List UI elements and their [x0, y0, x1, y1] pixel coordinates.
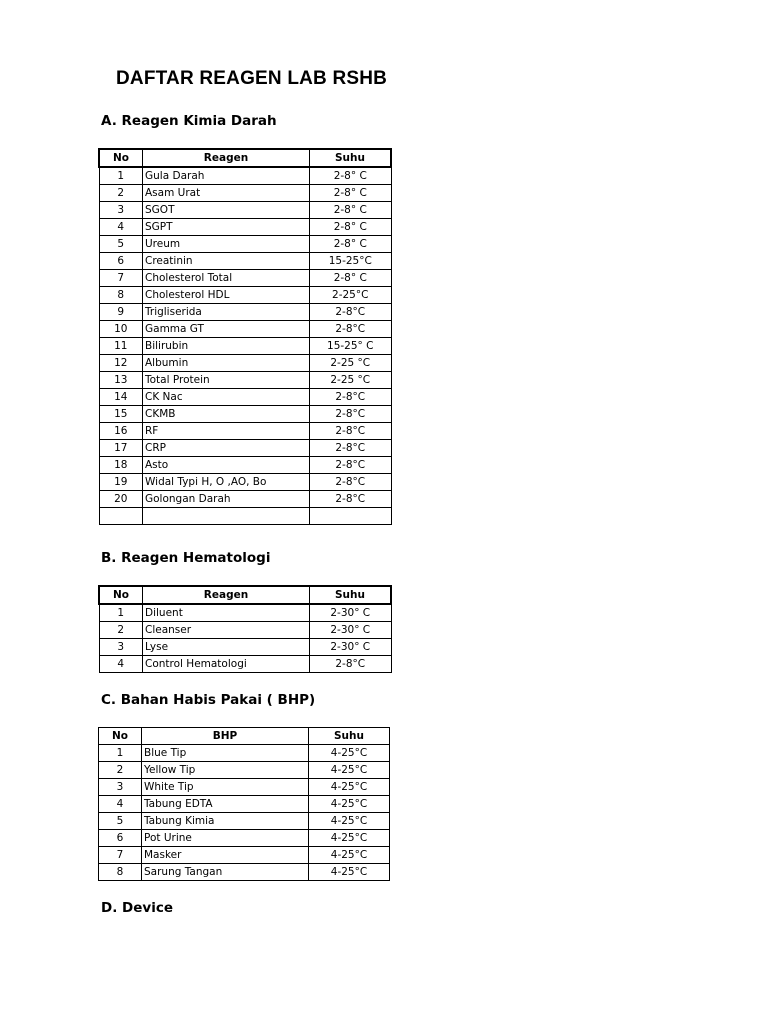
row-number: 3: [99, 639, 143, 656]
table-row: [99, 457, 391, 474]
row-number: 20: [99, 491, 143, 508]
table-reagen-kimia-darah: [98, 148, 392, 525]
storage-temperature: 15-25° C: [310, 338, 392, 355]
storage-temperature: 2-8°C: [310, 321, 392, 338]
table-row: [99, 745, 390, 762]
storage-temperature: 2-30° C: [310, 622, 392, 639]
item-name: Ureum: [143, 236, 310, 253]
table-row: [99, 440, 391, 457]
table-row: [99, 287, 391, 304]
table-reagen-hematologi: [98, 585, 392, 673]
item-name: White Tip: [142, 779, 309, 796]
section-a-title: A. Reagen Kimia Darah: [101, 113, 277, 129]
row-number: 2: [99, 185, 143, 202]
column-header: Suhu: [310, 586, 392, 604]
table-row: [99, 656, 391, 673]
document-title: DAFTAR REAGEN LAB RSHB: [116, 68, 388, 89]
storage-temperature: 2-8° C: [310, 270, 392, 287]
item-name: Lyse: [143, 639, 310, 656]
column-header: BHP: [142, 728, 309, 745]
item-name: SGOT: [143, 202, 310, 219]
item-name: CRP: [143, 440, 310, 457]
column-header: No: [99, 728, 142, 745]
storage-temperature: [310, 508, 392, 525]
storage-temperature: 2-8°C: [310, 406, 392, 423]
row-number: 14: [99, 389, 143, 406]
row-number: 1: [99, 604, 143, 622]
table-row: [99, 253, 391, 270]
item-name: Sarung Tangan: [142, 864, 309, 881]
storage-temperature: 2-25°C: [310, 287, 392, 304]
item-name: Cholesterol HDL: [143, 287, 310, 304]
table-row: [99, 864, 390, 881]
item-name: RF: [143, 423, 310, 440]
item-name: Gula Darah: [143, 167, 310, 185]
storage-temperature: 2-8° C: [310, 202, 392, 219]
table-row: [99, 321, 391, 338]
storage-temperature: 4-25°C: [309, 745, 390, 762]
table-row: [99, 406, 391, 423]
storage-temperature: 4-25°C: [309, 779, 390, 796]
table-row: [99, 474, 391, 491]
column-header: Reagen: [143, 149, 310, 167]
item-name: SGPT: [143, 219, 310, 236]
row-number: 4: [99, 656, 143, 673]
table-row: [99, 338, 391, 355]
table-row: [99, 202, 391, 219]
storage-temperature: 2-8° C: [310, 185, 392, 202]
table-row: [99, 304, 391, 321]
item-name: Yellow Tip: [142, 762, 309, 779]
table-row: [99, 813, 390, 830]
table-header-row: [99, 586, 391, 604]
column-header: Suhu: [310, 149, 392, 167]
table-row: [99, 796, 390, 813]
item-name: CK Nac: [143, 389, 310, 406]
storage-temperature: 2-8°C: [310, 474, 392, 491]
row-number: 17: [99, 440, 143, 457]
item-name: Tabung Kimia: [142, 813, 309, 830]
table-row: [99, 270, 391, 287]
storage-temperature: 2-8° C: [310, 219, 392, 236]
table-row: [99, 622, 391, 639]
item-name: Bilirubin: [143, 338, 310, 355]
item-name: Albumin: [143, 355, 310, 372]
table-row: [99, 779, 390, 796]
item-name: Gamma GT: [143, 321, 310, 338]
row-number: 9: [99, 304, 143, 321]
storage-temperature: 4-25°C: [309, 847, 390, 864]
item-name: Masker: [142, 847, 309, 864]
storage-temperature: 15-25°C: [310, 253, 392, 270]
table-row: [99, 491, 391, 508]
row-number: 6: [99, 830, 142, 847]
row-number: 2: [99, 762, 142, 779]
row-number: 19: [99, 474, 143, 491]
row-number: 7: [99, 270, 143, 287]
table-row: [99, 185, 391, 202]
row-number: 16: [99, 423, 143, 440]
storage-temperature: 2-8°C: [310, 423, 392, 440]
row-number: 3: [99, 202, 143, 219]
row-number: [99, 508, 143, 525]
table-row: [99, 236, 391, 253]
table-row: [99, 762, 390, 779]
storage-temperature: 2-8°C: [310, 440, 392, 457]
row-number: 6: [99, 253, 143, 270]
row-number: 1: [99, 167, 143, 185]
table-header-row: [99, 728, 390, 745]
table-row: [99, 219, 391, 236]
row-number: 18: [99, 457, 143, 474]
row-number: 4: [99, 219, 143, 236]
storage-temperature: 2-8°C: [310, 304, 392, 321]
table-row: [99, 423, 391, 440]
storage-temperature: 2-8° C: [310, 236, 392, 253]
table-row: [99, 355, 391, 372]
item-name: Golongan Darah: [143, 491, 310, 508]
row-number: 5: [99, 236, 143, 253]
row-number: 8: [99, 287, 143, 304]
section-d-title: D. Device: [101, 900, 173, 916]
item-name: Trigliserida: [143, 304, 310, 321]
storage-temperature: 2-8°C: [310, 491, 392, 508]
item-name: Asam Urat: [143, 185, 310, 202]
storage-temperature: 2-8°C: [310, 656, 392, 673]
storage-temperature: 2-25 °C: [310, 355, 392, 372]
row-number: 12: [99, 355, 143, 372]
storage-temperature: 4-25°C: [309, 864, 390, 881]
item-name: Total Protein: [143, 372, 310, 389]
column-header: Suhu: [309, 728, 390, 745]
item-name: Asto: [143, 457, 310, 474]
table-row: [99, 508, 391, 525]
table-row: [99, 604, 391, 622]
storage-temperature: 4-25°C: [309, 830, 390, 847]
row-number: 3: [99, 779, 142, 796]
storage-temperature: 2-8°C: [310, 457, 392, 474]
storage-temperature: 2-30° C: [310, 604, 392, 622]
row-number: 8: [99, 864, 142, 881]
storage-temperature: 4-25°C: [309, 796, 390, 813]
storage-temperature: 2-30° C: [310, 639, 392, 656]
table-header-row: [99, 149, 391, 167]
column-header: No: [99, 586, 143, 604]
item-name: Tabung EDTA: [142, 796, 309, 813]
item-name: Widal Typi H, O ,AO, Bo: [143, 474, 310, 491]
item-name: Diluent: [143, 604, 310, 622]
item-name: Blue Tip: [142, 745, 309, 762]
row-number: 11: [99, 338, 143, 355]
row-number: 13: [99, 372, 143, 389]
table-row: [99, 639, 391, 656]
item-name: [143, 508, 310, 525]
row-number: 10: [99, 321, 143, 338]
item-name: Creatinin: [143, 253, 310, 270]
table-row: [99, 167, 391, 185]
table-row: [99, 389, 391, 406]
item-name: Cholesterol Total: [143, 270, 310, 287]
table-row: [99, 830, 390, 847]
storage-temperature: 4-25°C: [309, 762, 390, 779]
section-b-title: B. Reagen Hematologi: [101, 550, 271, 566]
storage-temperature: 4-25°C: [309, 813, 390, 830]
section-c-title: C. Bahan Habis Pakai ( BHP): [101, 692, 316, 708]
row-number: 4: [99, 796, 142, 813]
item-name: CKMB: [143, 406, 310, 423]
row-number: 2: [99, 622, 143, 639]
item-name: Control Hematologi: [143, 656, 310, 673]
table-bahan-habis-pakai: [98, 727, 390, 881]
row-number: 15: [99, 406, 143, 423]
column-header: Reagen: [143, 586, 310, 604]
column-header: No: [99, 149, 143, 167]
item-name: Cleanser: [143, 622, 310, 639]
table-row: [99, 372, 391, 389]
storage-temperature: 2-8° C: [310, 167, 392, 185]
table-row: [99, 847, 390, 864]
row-number: 7: [99, 847, 142, 864]
item-name: Pot Urine: [142, 830, 309, 847]
storage-temperature: 2-8°C: [310, 389, 392, 406]
row-number: 1: [99, 745, 142, 762]
storage-temperature: 2-25 °C: [310, 372, 392, 389]
row-number: 5: [99, 813, 142, 830]
